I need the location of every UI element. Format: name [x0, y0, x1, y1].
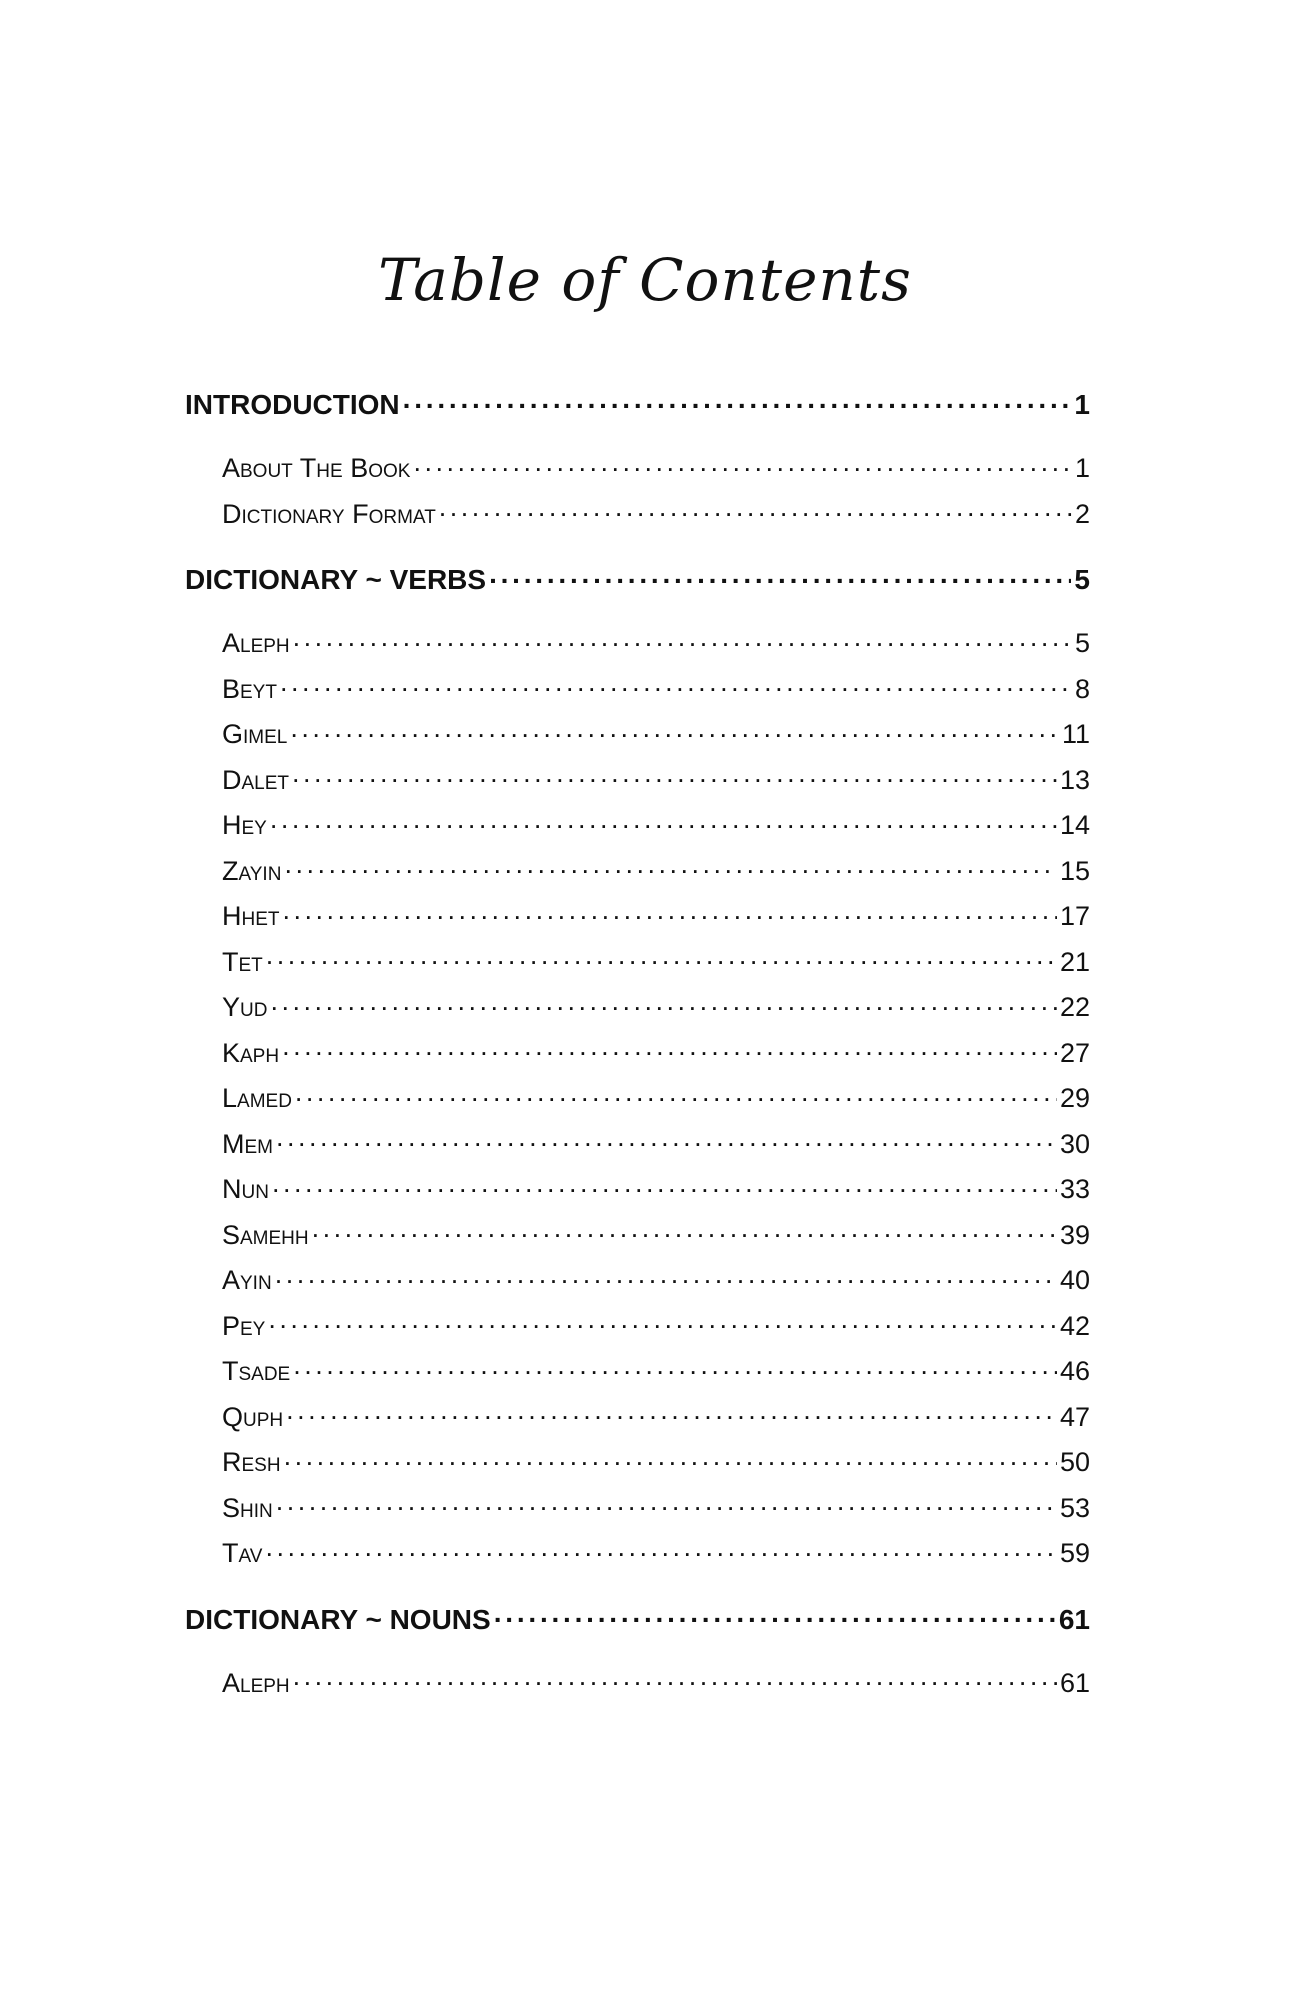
toc-page-number: 8 [1074, 673, 1090, 704]
toc-entry-label: Resh [222, 1447, 281, 1477]
dot-leader [280, 671, 1072, 698]
toc-entry-label: Aleph [222, 628, 290, 658]
toc-entry-label: Mem [222, 1128, 273, 1159]
toc-entry-label: Beyt [222, 673, 277, 704]
dot-leader [275, 1262, 1057, 1289]
toc-entry[interactable] [185, 712, 1090, 758]
toc-entry-label: Hey [222, 810, 267, 840]
toc-entry-label: Zayin [222, 855, 282, 886]
toc-entry-label: Gimel [222, 719, 288, 749]
toc-entry[interactable] [185, 803, 1090, 849]
toc-page-number: 39 [1059, 1219, 1090, 1250]
toc-page-number: 21 [1059, 946, 1090, 977]
toc-page-number: 13 [1059, 764, 1090, 795]
dot-leader [403, 386, 1072, 414]
toc-entry-label: Tet [222, 946, 263, 977]
toc-page-number: 22 [1059, 992, 1090, 1022]
toc-entry-label: Quph [222, 1401, 284, 1432]
toc-entry-label: Pey [222, 1310, 266, 1341]
dot-leader [290, 716, 1059, 743]
toc-entry[interactable] [185, 894, 1090, 940]
toc-entry[interactable] [185, 1304, 1090, 1350]
toc-entry[interactable] [185, 1486, 1090, 1532]
toc-page-number: 59 [1059, 1538, 1090, 1568]
toc-page-number: 61 [1058, 1603, 1090, 1635]
toc-page-number: 1 [1074, 389, 1090, 420]
dot-leader [268, 1308, 1057, 1335]
toc-entry[interactable] [185, 1349, 1090, 1395]
dot-leader [270, 989, 1057, 1016]
toc-entry[interactable] [185, 1076, 1090, 1122]
toc-entry-label: About The Book [222, 453, 411, 483]
toc-page-number: 50 [1059, 1447, 1090, 1477]
toc-entry[interactable] [185, 1440, 1090, 1486]
dot-leader [276, 1126, 1057, 1153]
toc-page-number: 53 [1059, 1492, 1090, 1523]
toc-entry-label: Ayin [222, 1265, 272, 1295]
dot-leader [272, 1171, 1057, 1198]
toc-page-number: 14 [1059, 810, 1090, 840]
toc-entry[interactable] [185, 667, 1090, 713]
dot-leader [293, 1665, 1057, 1692]
dot-leader [266, 944, 1057, 971]
dot-leader [293, 1353, 1057, 1380]
toc-entry-label: Tav [222, 1538, 263, 1568]
dot-leader [276, 1490, 1057, 1517]
dot-leader [286, 1399, 1057, 1426]
dot-leader [293, 625, 1072, 652]
dot-leader [489, 561, 1071, 589]
dot-leader [312, 1217, 1057, 1244]
dot-leader [292, 762, 1057, 789]
toc-entry-label: Tsade [222, 1356, 291, 1386]
toc-page-number: 5 [1074, 628, 1090, 658]
dot-leader [284, 1444, 1057, 1471]
toc-page-number: 27 [1059, 1037, 1090, 1068]
toc-page-number: 42 [1059, 1310, 1090, 1341]
dot-leader [270, 807, 1057, 834]
toc-entry[interactable] [185, 940, 1090, 986]
toc-entry-label: Lamed [222, 1083, 292, 1113]
dot-leader [413, 450, 1072, 477]
toc-page-number: 1 [1074, 453, 1090, 483]
toc-entry-label: Hhet [222, 901, 280, 931]
dot-leader [265, 1535, 1057, 1562]
dot-leader [439, 496, 1072, 523]
dot-leader [283, 898, 1057, 925]
toc-entry[interactable] [185, 492, 1090, 538]
toc-page-number: 47 [1059, 1401, 1090, 1432]
toc-entry[interactable] [185, 1531, 1090, 1577]
table-of-contents [185, 380, 1090, 1706]
toc-entry[interactable] [185, 621, 1090, 667]
toc-entry[interactable] [185, 446, 1090, 492]
dot-leader [494, 1601, 1056, 1629]
toc-section-label: INTRODUCTION [185, 389, 400, 420]
toc-entry-label: Nun [222, 1174, 269, 1204]
toc-section-label: DICTIONARY ~ NOUNS [185, 1603, 491, 1635]
dot-leader [295, 1080, 1057, 1107]
toc-entry[interactable] [185, 1213, 1090, 1259]
toc-entry[interactable] [185, 985, 1090, 1031]
toc-entry[interactable] [185, 1031, 1090, 1077]
toc-entry-label: Aleph [222, 1667, 290, 1698]
dot-leader [282, 1035, 1057, 1062]
toc-entry[interactable] [185, 1258, 1090, 1304]
toc-page-number: 15 [1059, 855, 1090, 886]
page-title: Table of Contents [378, 246, 912, 314]
toc-section-entry[interactable] [185, 380, 1090, 430]
toc-section-entry[interactable] [185, 555, 1090, 605]
dot-leader [284, 853, 1057, 880]
toc-entry[interactable] [185, 1661, 1090, 1707]
toc-page-number: 46 [1059, 1356, 1090, 1386]
toc-entry[interactable] [185, 1122, 1090, 1168]
toc-entry-label: Dictionary Format [222, 498, 436, 529]
toc-section-entry[interactable] [185, 1595, 1090, 1645]
toc-page-number: 61 [1059, 1667, 1090, 1698]
toc-page-number: 40 [1059, 1265, 1090, 1295]
toc-page-number: 2 [1074, 498, 1090, 529]
toc-page-number: 17 [1059, 901, 1090, 931]
toc-entry[interactable] [185, 849, 1090, 895]
toc-entry[interactable] [185, 758, 1090, 804]
toc-page-number: 30 [1059, 1128, 1090, 1159]
toc-page-number: 5 [1074, 564, 1090, 595]
toc-page-number: 29 [1059, 1083, 1090, 1113]
toc-entry-label: Dalet [222, 764, 290, 795]
toc-entry-label: Kaph [222, 1037, 280, 1068]
toc-entry[interactable] [185, 1395, 1090, 1441]
toc-entry-label: Yud [222, 992, 268, 1022]
toc-entry[interactable] [185, 1167, 1090, 1213]
toc-page-number: 11 [1061, 719, 1090, 749]
toc-section-label: DICTIONARY ~ VERBS [185, 564, 487, 595]
toc-entry-label: Samehh [222, 1219, 309, 1250]
toc-entry-label: Shin [222, 1492, 273, 1523]
toc-page-number: 33 [1059, 1174, 1090, 1204]
